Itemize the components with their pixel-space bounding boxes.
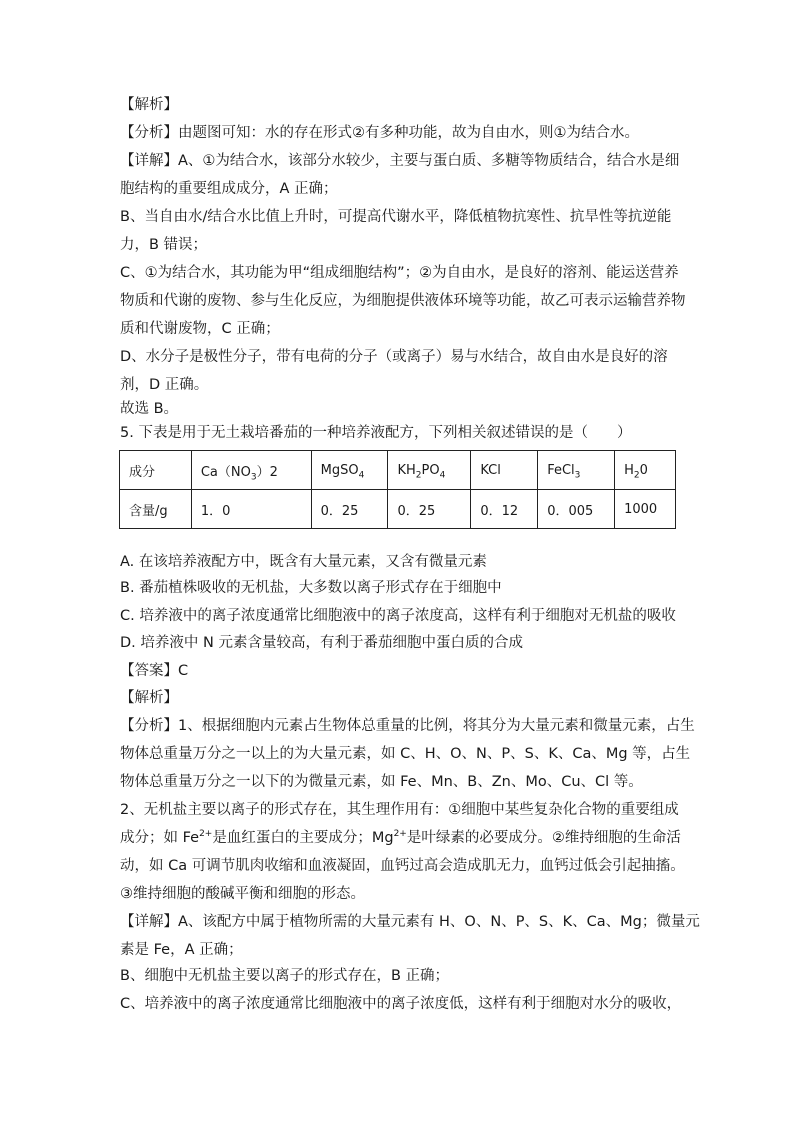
option-c: C. 培养液中的离子浓度通常比细胞液中的离子浓度高，这样有利于细胞对无机盐的吸收 xyxy=(120,608,676,624)
detail-line xyxy=(120,151,679,171)
table-cell: 0．12 xyxy=(471,490,538,529)
analysis-tag: 【分析】 xyxy=(120,125,178,141)
analysis-text: 1、根据细胞内元素占生物体总重量的比例，将其分为大量元素和微量元素，占生 xyxy=(178,718,695,734)
analysis-line: 成分；如 $Fe^{2+}$是血红蛋白的主要成分；$Mg^{2+}$是叶绿素的必要成分。②维持细胞的生命活 xyxy=(120,829,681,846)
table-cell: MgSO$_4$ xyxy=(311,451,388,490)
analysis-header: 【解析】 xyxy=(120,97,178,113)
nutrient-recipe-table xyxy=(119,450,676,529)
detail-line: B、细胞中无机盐主要以离子的形式存在，B 正确； xyxy=(120,968,450,984)
analysis-line: 2、无机盐主要以离子的形式存在，其生理作用有：①细胞中某些复杂化合物的重要组成 xyxy=(120,802,679,818)
detail-line: C、培养液中的离子浓度通常比细胞液中的离子浓度低，这样有利于细胞对水分的吸收， xyxy=(120,996,682,1012)
detail-line xyxy=(120,912,700,932)
table-cell: 0．005 xyxy=(538,490,615,529)
analysis-line: 动，如 Ca 可调节肌肉收缩和血液凝固，血钙过高会造成肌无力，血钙过低会引起抽搐。 xyxy=(120,858,685,874)
analysis-line: ③维持细胞的酸碱平衡和细胞的形态。 xyxy=(120,886,365,902)
table-cell: $KH_2PO_4$ xyxy=(388,451,471,490)
table-cell: 1000 xyxy=(615,490,676,529)
detail-text: A、该配方中属于植物所需的大量元素有 H、O、N、P、S、K、Ca、Mg；微量元 xyxy=(178,914,700,930)
option-b: B. 番茄植株吸收的无机盐，大多数以离子形式存在于细胞中 xyxy=(120,580,502,596)
table-cell: 0．25 xyxy=(388,490,471,529)
detail-line: 素是 Fe，A 正确； xyxy=(120,942,243,958)
table-cell: KCl xyxy=(471,451,538,490)
detail-line: C、①为结合水，其功能为甲“组成细胞结构”；②为自由水，是良好的溶剂、能运送营养 xyxy=(120,265,679,281)
detail-tag: 【详解】 xyxy=(120,153,178,169)
table-row xyxy=(120,451,676,490)
table-cell: FeCl$_3$ xyxy=(538,451,615,490)
table-row xyxy=(120,490,676,529)
table-cell: 成分 xyxy=(120,451,192,490)
detail-line: 物质和代谢的废物、参与生化反应，为细胞提供液体环境等功能，故乙可表示运输营养物 xyxy=(120,293,686,309)
detail-line: 胞结构的重要组成成分，A 正确； xyxy=(120,181,338,197)
answer-line xyxy=(120,661,188,681)
answer-value: C xyxy=(178,663,189,679)
table-cell: 0．25 xyxy=(311,490,388,529)
detail-text: A、①为结合水，该部分水较少，主要与蛋白质、多糖等物质结合，结合水是细 xyxy=(178,153,680,169)
option-d: D. 培养液中 N 元素含量较高，有利于番茄细胞中蛋白质的合成 xyxy=(120,635,523,651)
table-cell: $H_20$ xyxy=(615,451,676,490)
question-5-stem: 5. 下表是用于无土栽培番茄的一种培养液配方，下列相关叙述错误的是（ ） xyxy=(120,425,632,441)
detail-line: 质和代谢废物，C 正确； xyxy=(120,321,280,337)
analysis-text: 由题图可知：水的存在形式②有多种功能，故为自由水，则①为结合水。 xyxy=(178,125,639,141)
table-cell: $Ca(NO_3)2$ xyxy=(191,451,311,490)
analysis-header: 【解析】 xyxy=(120,690,178,706)
analysis-paragraph xyxy=(120,123,639,143)
detail-line: B、当自由水/结合水比值上升时，可提高代谢水平，降低植物抗寒性、抗旱性等抗逆能 xyxy=(120,209,672,225)
option-a: A. 在该培养液配方中，既含有大量元素，又含有微量元素 xyxy=(120,554,487,570)
answer-tag: 【答案】 xyxy=(120,663,178,679)
analysis-tag: 【分析】 xyxy=(120,718,178,734)
detail-line: D、水分子是极性分子，带有电荷的分子（或离子）易与水结合，故自由水是良好的溶 xyxy=(120,349,668,365)
analysis-line: 物体总重量万分之一以下的为微量元素，如 Fe、Mn、B、Zn、Mo、Cu、Cl 等。 xyxy=(120,774,643,790)
analysis-line xyxy=(120,716,695,736)
detail-line: 力，B 错误； xyxy=(120,237,208,253)
analysis-line: 物体总重量万分之一以上的为大量元素，如 C、H、O、N、P、S、K、Ca、Mg 等，占生 xyxy=(120,746,691,762)
detail-tag: 【详解】 xyxy=(120,914,178,930)
detail-line: 剂，D 正确。 xyxy=(120,377,209,393)
table-cell: 1．0 xyxy=(191,490,311,529)
answer-conclusion: 故选 B。 xyxy=(120,401,179,417)
table-cell: 含量/g xyxy=(120,490,192,529)
